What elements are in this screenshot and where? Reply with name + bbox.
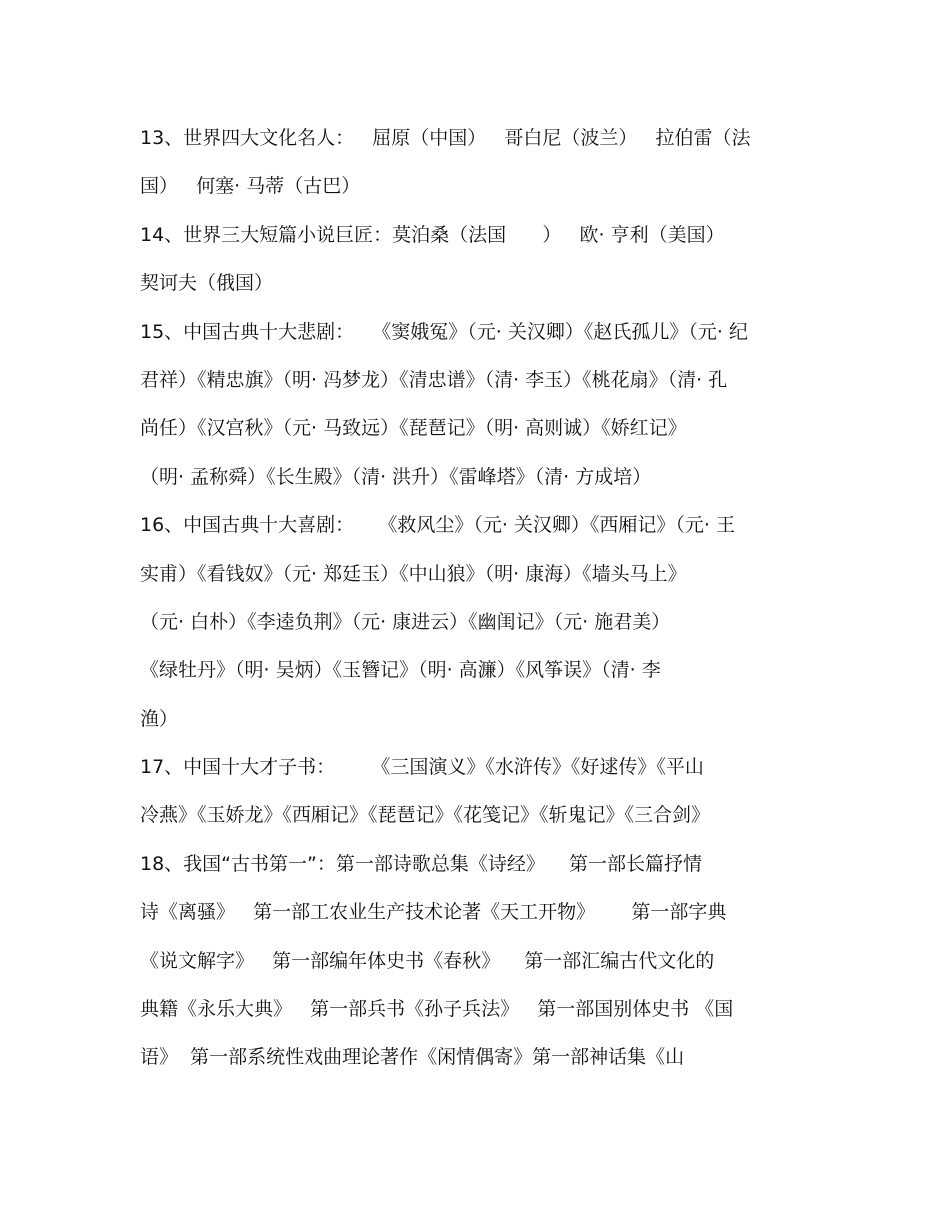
text-line: 语》 第一部系统性戏曲理论著作《闲情偶寄》第一部神话集《山 [140, 1046, 685, 1069]
text-line: 国） 何塞· 马蒂（古巴） [140, 175, 361, 198]
text-line: 16、中国古典十大喜剧： 《救风尘》（元· 关汉卿）《西厢记》（元· 王 [140, 514, 735, 537]
text-line: 17、中国十大才子书： 《三国演义》《水浒传》《好逑传》《平山 [140, 756, 704, 779]
text-line: 实甫）《看钱奴》（元· 郑廷玉）《中山狼》（明· 康海）《墙头马上》 [140, 562, 687, 585]
text-line: 冷燕》《玉娇龙》《西厢记》《琵琶记》《花笺记》《斩鬼记》《三合剑》 [140, 804, 711, 827]
text-line: 18、我国“古书第一”：第一部诗歌总集《诗经》 第一部长篇抒情 [140, 852, 703, 875]
text-line: 15、中国古典十大悲剧： 《窦娥冤》（元· 关汉卿）《赵氏孤儿》（元· 纪 [140, 320, 748, 343]
text-line: 尚任）《汉宫秋》（元· 马致远）《琵琶记》（明· 高则诚）《娇红记》 [140, 417, 687, 440]
text-line: 《绿牡丹》（明· 吴炳）《玉簪记》（明· 高濂）《风筝误》（清· 李 [140, 659, 661, 682]
text-line: （明· 孟称舜）《长生殿》（清· 洪升）《雷峰塔》（清· 方成培） [140, 465, 652, 488]
text-line: 契诃夫（俄国） [140, 272, 274, 295]
text-line: 典籍《永乐大典》 第一部兵书《孙子兵法》 第一部国别体史书 《国 [140, 998, 734, 1021]
text-line: 13、世界四大文化名人： 屈原（中国） 哥白尼（波兰） 拉伯雷（法 [140, 127, 751, 149]
text-line: 诗《离骚》 第一部工农业生产技术论著《天工开物》 第一部字典 [140, 901, 727, 924]
text-line: 君祥）《精忠旗》（明· 冯梦龙）《清忠谱》（清· 李玉）《桃花扇》（清· 孔 [140, 368, 728, 391]
text-line: 《说文解字》 第一部编年体史书《春秋》 第一部汇编古代文化的 [140, 949, 715, 972]
text-line: 14、世界三大短篇小说巨匠：莫泊桑（法国 ） 欧· 亨利（美国） [140, 223, 725, 246]
text-line: （元· 白朴）《李逵负荆》（元· 康进云）《幽闺记》（元· 施君美） [140, 610, 671, 633]
text-line: 渔） [140, 707, 179, 730]
document-text [140, 114, 820, 1082]
